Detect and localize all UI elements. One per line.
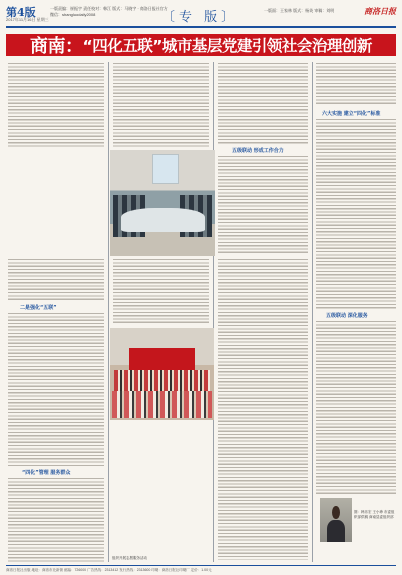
body-text-block <box>113 258 209 324</box>
body-text-block <box>8 258 104 302</box>
portrait-body <box>327 520 345 542</box>
masthead <box>6 4 396 28</box>
editor-info: 一版责编：崔振宇 责任校对：韩江 版式：马晓宇 · 商洛日报社官方微信：shangluodaily2008 <box>50 6 168 17</box>
headline-text: “四化五联”城市基层党建引领社会治理创新 <box>82 37 372 55</box>
portrait-photo <box>320 498 352 542</box>
right-editor-info: 一版面：王家林 版式：杨英 审稿：刘明 <box>264 8 335 13</box>
column-divider <box>213 62 214 562</box>
section-subhead: 二是强化“五联” <box>20 305 57 311</box>
section-subhead: 六大实施 建立“四化”标准 <box>322 111 381 117</box>
section-subhead: 五级联动 深化服务 <box>326 313 368 319</box>
conference-table <box>121 208 205 231</box>
body-text-block <box>8 477 104 562</box>
body-text-block <box>113 62 209 148</box>
column-divider <box>108 62 109 562</box>
portrait-head <box>332 506 340 519</box>
column-title: 〔专 版〕 <box>162 10 239 25</box>
section-subhead: “四化”管理 服务群众 <box>22 470 71 476</box>
column-divider <box>312 62 313 562</box>
page-footer: 商洛日报社出版 地址：商洛市北新街 邮编：726000 广告热线：2313412 发行热线：2313600 印刷：商洛日报社印刷厂 定价：1.00元 <box>6 565 396 574</box>
body-text-block <box>218 62 308 144</box>
headline-highlight: 商南： <box>30 36 83 56</box>
section-subhead: 五级联动 形成工作合力 <box>232 148 284 154</box>
photo-caption: 组织开展志愿服务活动 <box>112 556 147 560</box>
main-headline <box>6 34 396 56</box>
body-text-block <box>218 155 308 253</box>
volunteer-banner <box>129 348 196 372</box>
body-text-block <box>8 62 104 148</box>
body-text-block <box>316 118 396 310</box>
body-text-block <box>8 312 104 467</box>
body-text-block <box>218 258 308 560</box>
body-text-block <box>316 62 396 106</box>
volunteer-group-photo <box>110 328 214 420</box>
page-number: 第4版 <box>6 6 36 19</box>
newspaper-logo: 商洛日报 <box>364 6 396 16</box>
group-front-row <box>112 391 212 419</box>
meeting-photo <box>110 150 215 256</box>
body-text-block <box>316 320 396 495</box>
issue-date: 2017年11月16日 星期三 <box>6 17 49 22</box>
projection-screen <box>152 154 179 184</box>
photo-credit: 图：韩乐宏 王小珍 市委组织部供稿 商南县委组织部 <box>354 510 395 519</box>
